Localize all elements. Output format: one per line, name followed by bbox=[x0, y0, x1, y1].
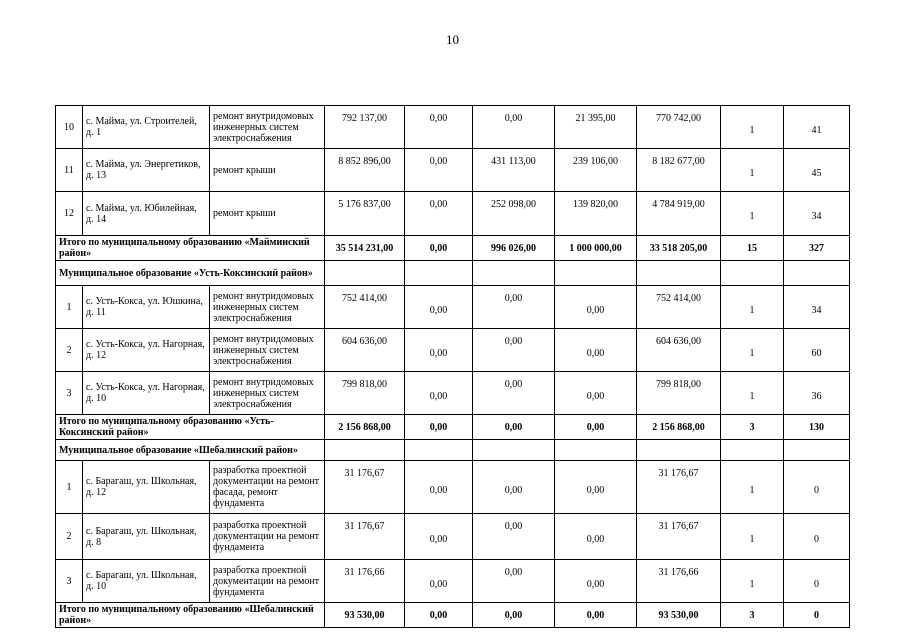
local-budget-cell: 0,00 bbox=[555, 461, 637, 514]
subtotal-fund: 0,00 bbox=[405, 603, 473, 628]
address-cell: с. Майма, ул. Юбилейная, д. 14 bbox=[83, 192, 210, 236]
residents-count-cell: 41 bbox=[784, 106, 850, 149]
fund-cell: 0,00 bbox=[405, 372, 473, 415]
table-row bbox=[56, 106, 850, 149]
work-type-cell: разработка проектной документации на ремонт фасада, ремонт фундамента bbox=[210, 461, 325, 514]
subtotal-owners-funds: 33 518 205,00 bbox=[637, 236, 721, 261]
work-type-cell: ремонт крыши bbox=[210, 149, 325, 192]
subtotal-residents-count: 327 bbox=[784, 236, 850, 261]
subtotal-local-budget: 0,00 bbox=[555, 603, 637, 628]
regional-budget-cell: 0,00 bbox=[473, 329, 555, 372]
residents-count-cell: 45 bbox=[784, 149, 850, 192]
fund-cell: 0,00 bbox=[405, 149, 473, 192]
row-number: 2 bbox=[56, 514, 83, 560]
table-row bbox=[56, 372, 850, 415]
work-type-cell: ремонт внутридомовых инженерных систем электроснабжения bbox=[210, 372, 325, 415]
owners-funds-cell: 8 182 677,00 bbox=[637, 149, 721, 192]
subtotal-total-cost: 93 530,00 bbox=[325, 603, 405, 628]
building-count-cell: 1 bbox=[721, 106, 784, 149]
table-row bbox=[56, 461, 850, 514]
row-number: 3 bbox=[56, 372, 83, 415]
table-row bbox=[56, 149, 850, 192]
table-row bbox=[56, 560, 850, 603]
total-cost-cell: 799 818,00 bbox=[325, 372, 405, 415]
owners-funds-cell: 604 636,00 bbox=[637, 329, 721, 372]
local-budget-cell: 0,00 bbox=[555, 286, 637, 329]
residents-count-cell: 0 bbox=[784, 560, 850, 603]
row-number: 1 bbox=[56, 461, 83, 514]
subtotal-building-count: 15 bbox=[721, 236, 784, 261]
table-row bbox=[56, 286, 850, 329]
address-cell: с. Усть-Кокса, ул. Юшкина, д. 11 bbox=[83, 286, 210, 329]
subtotal-owners-funds: 2 156 868,00 bbox=[637, 415, 721, 440]
building-count-cell: 1 bbox=[721, 149, 784, 192]
subtotal-residents-count: 0 bbox=[784, 603, 850, 628]
subtotal-row bbox=[56, 236, 850, 261]
residents-count-cell: 60 bbox=[784, 329, 850, 372]
fund-cell: 0,00 bbox=[405, 106, 473, 149]
row-number: 1 bbox=[56, 286, 83, 329]
building-count-cell: 1 bbox=[721, 514, 784, 560]
building-count-cell: 1 bbox=[721, 329, 784, 372]
total-cost-cell: 31 176,67 bbox=[325, 461, 405, 514]
section-title: Муниципальное образование «Усть-Коксинский район» bbox=[56, 261, 325, 286]
work-type-cell: ремонт внутридомовых инженерных систем электроснабжения bbox=[210, 329, 325, 372]
row-number: 10 bbox=[56, 106, 83, 149]
fund-cell: 0,00 bbox=[405, 461, 473, 514]
row-number: 2 bbox=[56, 329, 83, 372]
residents-count-cell: 34 bbox=[784, 286, 850, 329]
work-type-cell: ремонт внутридомовых инженерных систем электроснабжения bbox=[210, 106, 325, 149]
local-budget-cell: 21 395,00 bbox=[555, 106, 637, 149]
residents-count-cell: 0 bbox=[784, 514, 850, 560]
regional-budget-cell: 252 098,00 bbox=[473, 192, 555, 236]
page-number: 10 bbox=[446, 32, 459, 47]
subtotal-row bbox=[56, 603, 850, 628]
total-cost-cell: 8 852 896,00 bbox=[325, 149, 405, 192]
total-cost-cell: 604 636,00 bbox=[325, 329, 405, 372]
subtotal-row bbox=[56, 415, 850, 440]
local-budget-cell: 239 106,00 bbox=[555, 149, 637, 192]
address-cell: с. Майма, ул. Энергетиков, д. 13 bbox=[83, 149, 210, 192]
table-row bbox=[56, 514, 850, 560]
local-budget-cell: 0,00 bbox=[555, 329, 637, 372]
regional-budget-cell: 0,00 bbox=[473, 560, 555, 603]
regional-budget-cell: 431 113,00 bbox=[473, 149, 555, 192]
owners-funds-cell: 31 176,66 bbox=[637, 560, 721, 603]
subtotal-regional-budget: 0,00 bbox=[473, 415, 555, 440]
section-header-row bbox=[56, 440, 850, 461]
address-cell: с. Барагаш, ул. Школьная, д. 10 bbox=[83, 560, 210, 603]
address-cell: с. Майма, ул. Строителей, д. 1 bbox=[83, 106, 210, 149]
total-cost-cell: 31 176,66 bbox=[325, 560, 405, 603]
subtotal-total-cost: 35 514 231,00 bbox=[325, 236, 405, 261]
building-count-cell: 1 bbox=[721, 372, 784, 415]
local-budget-cell: 0,00 bbox=[555, 372, 637, 415]
local-budget-cell: 0,00 bbox=[555, 514, 637, 560]
row-number: 12 bbox=[56, 192, 83, 236]
owners-funds-cell: 799 818,00 bbox=[637, 372, 721, 415]
owners-funds-cell: 770 742,00 bbox=[637, 106, 721, 149]
section-header-row bbox=[56, 261, 850, 286]
table-row bbox=[56, 329, 850, 372]
work-type-cell: разработка проектной документации на ремонт фундамента bbox=[210, 514, 325, 560]
regional-budget-cell: 0,00 bbox=[473, 514, 555, 560]
owners-funds-cell: 4 784 919,00 bbox=[637, 192, 721, 236]
subtotal-total-cost: 2 156 868,00 bbox=[325, 415, 405, 440]
address-cell: с. Усть-Кокса, ул. Нагорная, д. 12 bbox=[83, 329, 210, 372]
building-count-cell: 1 bbox=[721, 192, 784, 236]
fund-cell: 0,00 bbox=[405, 286, 473, 329]
fund-cell: 0,00 bbox=[405, 329, 473, 372]
regional-budget-cell: 0,00 bbox=[473, 106, 555, 149]
section-title: Муниципальное образование «Шебалинский район» bbox=[56, 440, 325, 461]
owners-funds-cell: 31 176,67 bbox=[637, 461, 721, 514]
total-cost-cell: 792 137,00 bbox=[325, 106, 405, 149]
subtotal-label: Итого по муниципальному образованию «Шебалинский район» bbox=[56, 603, 325, 628]
fund-cell: 0,00 bbox=[405, 192, 473, 236]
owners-funds-cell: 752 414,00 bbox=[637, 286, 721, 329]
subtotal-building-count: 3 bbox=[721, 415, 784, 440]
subtotal-label: Итого по муниципальному образованию «Майминский район» bbox=[56, 236, 325, 261]
residents-count-cell: 34 bbox=[784, 192, 850, 236]
local-budget-cell: 0,00 bbox=[555, 560, 637, 603]
subtotal-owners-funds: 93 530,00 bbox=[637, 603, 721, 628]
regional-budget-cell: 0,00 bbox=[473, 461, 555, 514]
subtotal-fund: 0,00 bbox=[405, 236, 473, 261]
regional-budget-cell: 0,00 bbox=[473, 286, 555, 329]
subtotal-building-count: 3 bbox=[721, 603, 784, 628]
subtotal-regional-budget: 996 026,00 bbox=[473, 236, 555, 261]
subtotal-label: Итого по муниципальному образованию «Усть-Коксинский район» bbox=[56, 415, 325, 440]
subtotal-fund: 0,00 bbox=[405, 415, 473, 440]
subtotal-local-budget: 0,00 bbox=[555, 415, 637, 440]
building-count-cell: 1 bbox=[721, 286, 784, 329]
subtotal-local-budget: 1 000 000,00 bbox=[555, 236, 637, 261]
repair-program-table bbox=[55, 105, 850, 628]
building-count-cell: 1 bbox=[721, 560, 784, 603]
work-type-cell: ремонт внутридомовых инженерных систем электроснабжения bbox=[210, 286, 325, 329]
row-number: 11 bbox=[56, 149, 83, 192]
owners-funds-cell: 31 176,67 bbox=[637, 514, 721, 560]
work-type-cell: ремонт крыши bbox=[210, 192, 325, 236]
work-type-cell: разработка проектной документации на ремонт фундамента bbox=[210, 560, 325, 603]
local-budget-cell: 139 820,00 bbox=[555, 192, 637, 236]
address-cell: с. Усть-Кокса, ул. Нагорная, д. 10 bbox=[83, 372, 210, 415]
residents-count-cell: 0 bbox=[784, 461, 850, 514]
total-cost-cell: 5 176 837,00 bbox=[325, 192, 405, 236]
total-cost-cell: 752 414,00 bbox=[325, 286, 405, 329]
fund-cell: 0,00 bbox=[405, 560, 473, 603]
fund-cell: 0,00 bbox=[405, 514, 473, 560]
total-cost-cell: 31 176,67 bbox=[325, 514, 405, 560]
table-row bbox=[56, 192, 850, 236]
building-count-cell: 1 bbox=[721, 461, 784, 514]
residents-count-cell: 36 bbox=[784, 372, 850, 415]
address-cell: с. Барагаш, ул. Школьная, д. 12 bbox=[83, 461, 210, 514]
subtotal-residents-count: 130 bbox=[784, 415, 850, 440]
row-number: 3 bbox=[56, 560, 83, 603]
regional-budget-cell: 0,00 bbox=[473, 372, 555, 415]
subtotal-regional-budget: 0,00 bbox=[473, 603, 555, 628]
address-cell: с. Барагаш, ул. Школьная, д. 8 bbox=[83, 514, 210, 560]
